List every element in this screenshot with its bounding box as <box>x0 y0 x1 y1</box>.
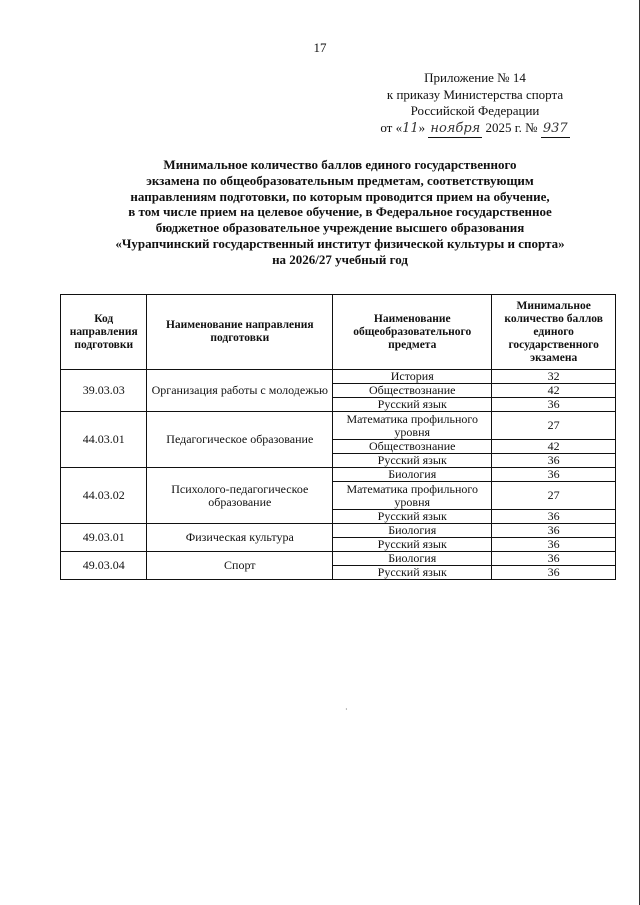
title-line: в том числе прием на целевое обучение, в Федеральное государственное <box>128 204 552 220</box>
subject-name: Русский язык <box>333 510 492 524</box>
date-month: ноября <box>428 121 482 139</box>
subject-name: Биология <box>333 468 492 482</box>
subject-name: Русский язык <box>333 398 492 412</box>
subject-name: Обществознание <box>333 384 492 398</box>
direction-name: Спорт <box>147 552 333 580</box>
appendix-date-line <box>345 120 605 139</box>
title-line: экзамена по общеобразовательным предметам, соответствующим <box>146 172 534 188</box>
header-subject: Наименование общеобразовательного предмета <box>333 295 492 370</box>
date-prefix: от « <box>380 119 403 135</box>
appendix-header <box>345 70 605 138</box>
title-line: на 2026/27 учебный год <box>272 251 408 267</box>
scan-mark-icon: · <box>345 705 348 714</box>
page-number: 17 <box>313 40 327 55</box>
direction-name: Психолого-педагогическое образование <box>147 468 333 524</box>
direction-code: 49.03.04 <box>61 552 147 580</box>
document-title <box>40 157 640 268</box>
table-row <box>61 524 616 538</box>
table-row <box>61 552 616 566</box>
subject-name: История <box>333 370 492 384</box>
direction-name: Организация работы с молодежью <box>147 370 333 412</box>
subject-name: Обществознание <box>333 440 492 454</box>
appendix-line-2: к приказу Министерства спорта <box>386 86 564 102</box>
title-line: бюджетное образовательное учреждение высшего образования <box>155 220 525 236</box>
min-score: 36 <box>492 454 616 468</box>
subject-name: Русский язык <box>333 566 492 580</box>
min-score: 27 <box>492 482 616 510</box>
min-score: 36 <box>492 468 616 482</box>
table-row <box>61 370 616 384</box>
subject-name: Русский язык <box>333 538 492 552</box>
subject-name: Биология <box>333 524 492 538</box>
min-score: 36 <box>492 510 616 524</box>
min-score: 32 <box>492 370 616 384</box>
header-name: Наименование направления подготовки <box>147 295 333 370</box>
direction-name: Физическая культура <box>147 524 333 552</box>
subject-name: Биология <box>333 552 492 566</box>
appendix-line-1: Приложение № 14 <box>424 70 526 85</box>
title-line: «Чурапчинский государственный институт физической культуры и спорта» <box>115 235 565 251</box>
table-header-row <box>61 295 616 370</box>
subject-name: Математика профильного уровня <box>333 482 492 510</box>
min-score: 36 <box>492 524 616 538</box>
min-score: 36 <box>492 538 616 552</box>
min-score: 42 <box>492 440 616 454</box>
title-line: Минимальное количество баллов единого государственного <box>163 157 517 172</box>
direction-name: Педагогическое образование <box>147 412 333 468</box>
appendix-line-3: Российской Федерации <box>410 103 540 118</box>
min-score: 36 <box>492 552 616 566</box>
direction-code: 39.03.03 <box>61 370 147 412</box>
header-score: Минимальное количество баллов единого государственного экзамена <box>492 295 616 370</box>
date-year: 2025 г. № <box>485 119 538 135</box>
min-score: 42 <box>492 384 616 398</box>
direction-code: 49.03.01 <box>61 524 147 552</box>
direction-code: 44.03.02 <box>61 468 147 524</box>
table-row <box>61 468 616 482</box>
order-number: 937 <box>541 121 570 139</box>
min-score: 36 <box>492 566 616 580</box>
header-code: Код направления подготовки <box>61 295 147 370</box>
scores-table <box>60 294 616 580</box>
subject-name: Математика профильного уровня <box>333 412 492 440</box>
min-score: 27 <box>492 412 616 440</box>
subject-name: Русский язык <box>333 454 492 468</box>
date-day: 11 <box>402 120 419 136</box>
date-mid: » <box>418 119 426 135</box>
title-line: направлениям подготовки, по которым проводится прием на обучение, <box>130 188 550 204</box>
table-row <box>61 412 616 440</box>
min-score: 36 <box>492 398 616 412</box>
direction-code: 44.03.01 <box>61 412 147 468</box>
